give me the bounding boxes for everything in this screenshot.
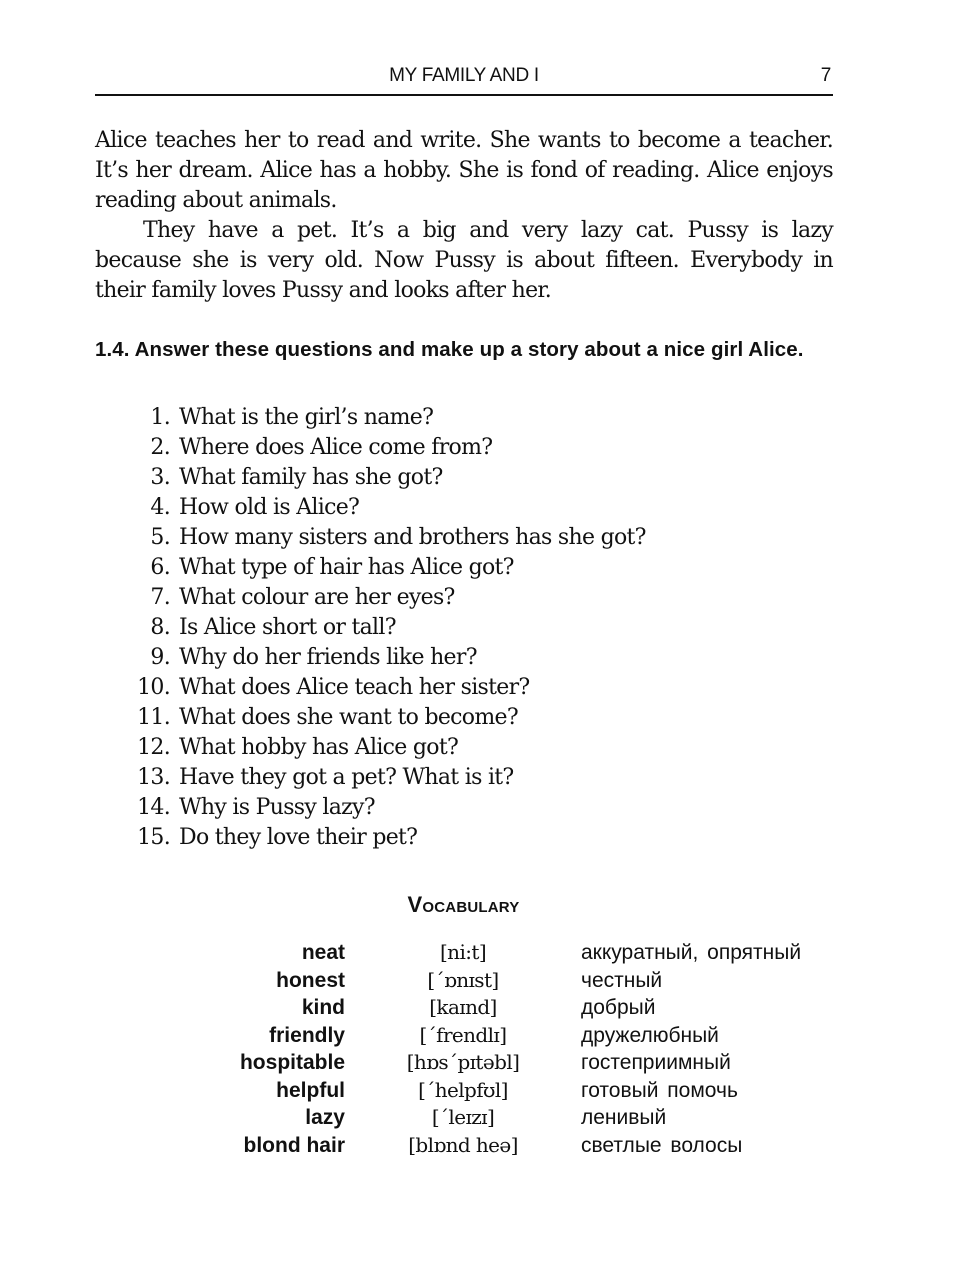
question-text: What hobby has Alice got? (179, 735, 459, 760)
vocab-translation: добрый (581, 996, 656, 1019)
vocabulary-entry (150, 1104, 850, 1132)
question-number: 4. (150, 495, 170, 520)
vocab-translation: светлые волосы (581, 1133, 743, 1157)
vocab-word: kind (301, 996, 345, 1019)
running-title: MY FAMILY AND I (389, 65, 539, 86)
question-text: How old is Alice? (179, 495, 360, 520)
question-text: What colour are her eyes? (179, 585, 455, 610)
page-number: 7 (820, 65, 831, 86)
vocabulary-heading: Vocabulary (407, 892, 520, 917)
vocab-transcription: [´leɪzɪ] (431, 1105, 495, 1129)
question-text: Why do her friends like her? (179, 645, 477, 670)
vocab-translation: ленивый (581, 1106, 667, 1129)
list-item (130, 463, 646, 493)
vocab-word: blond hair (243, 1133, 345, 1157)
list-item (130, 703, 646, 733)
list-item (130, 823, 646, 853)
vocabulary-entry (150, 1049, 850, 1077)
vocab-transcription: [´ɒnɪst] (427, 967, 499, 992)
vocab-translation: честный (581, 968, 663, 992)
question-number: 2. (150, 435, 170, 460)
question-text: What is the girl’s name? (179, 405, 434, 430)
vocabulary-entry (150, 967, 850, 995)
question-number: 6. (150, 555, 170, 580)
paragraph: They have a pet. It’s a big and very lazy cat. Pussy is lazy because she is very old. Now Pussy is about fifteen. Everybody in their family loves Pussy and looks after her. (95, 218, 833, 303)
page-header (95, 64, 833, 96)
question-list (130, 403, 646, 853)
vocabulary-entry (150, 1022, 850, 1050)
list-item (130, 763, 646, 793)
vocabulary-entry (150, 1077, 850, 1105)
list-item (130, 613, 646, 643)
question-number: 8. (150, 615, 170, 640)
vocab-word: helpful (276, 1078, 345, 1102)
list-item (130, 793, 646, 823)
list-item (130, 643, 646, 673)
question-number: 9. (150, 645, 170, 670)
vocab-word: honest (276, 968, 345, 992)
question-number: 10. (137, 675, 170, 700)
question-number: 13. (137, 765, 170, 790)
list-item (130, 493, 646, 523)
vocabulary-entry (150, 994, 850, 1022)
vocab-translation: гостеприимный (581, 1051, 731, 1074)
question-number: 11. (137, 705, 170, 730)
vocab-translation: аккуратный, опрятный (581, 941, 802, 964)
story-text (95, 126, 833, 306)
vocab-transcription: [kaɪnd] (429, 995, 497, 1019)
question-text: Do they love their pet? (179, 825, 418, 850)
question-text: What family has she got? (179, 465, 443, 490)
question-number: 15. (137, 825, 170, 850)
list-item (130, 553, 646, 583)
question-text: Why is Pussy lazy? (179, 795, 375, 820)
list-item (130, 583, 646, 613)
vocab-translation: дружелюбный (581, 1023, 719, 1047)
question-text: What does she want to become? (179, 705, 518, 730)
question-text: Is Alice short or tall? (179, 615, 396, 640)
list-item (130, 433, 646, 463)
question-number: 1. (150, 405, 170, 430)
question-text: What does Alice teach her sister? (179, 675, 530, 700)
question-text: Where does Alice come from? (179, 435, 493, 460)
list-item (130, 403, 646, 433)
vocab-word: lazy (305, 1106, 345, 1129)
vocab-translation: готовый помочь (581, 1078, 738, 1102)
vocabulary-entry (150, 939, 850, 967)
vocab-transcription: [ni:t] (439, 940, 487, 964)
vocab-word: neat (301, 941, 345, 964)
vocabulary-table (150, 939, 850, 1159)
vocab-word: friendly (269, 1023, 345, 1047)
list-item (130, 523, 646, 553)
vocab-transcription: [´frendlɪ] (419, 1022, 507, 1047)
question-text: How many sisters and brothers has she got? (179, 525, 646, 550)
question-number: 7. (150, 585, 170, 610)
vocab-word: hospitable (239, 1051, 345, 1074)
vocab-transcription: [blɒnd heə] (408, 1132, 518, 1157)
question-number: 14. (137, 795, 170, 820)
question-number: 3. (150, 465, 170, 490)
question-number: 5. (150, 525, 170, 550)
list-item (130, 673, 646, 703)
question-text: Have they got a pet? What is it? (179, 765, 514, 790)
vocab-transcription: [hɒs´pɪtəbl] (406, 1050, 520, 1074)
question-text: What type of hair has Alice got? (179, 555, 514, 580)
list-item (130, 733, 646, 763)
paragraph: Alice teaches her to read and write. She wants to become a teacher. It’s her dream. Alice has a hobby. She is fond of reading. Alice enjoys reading about animals. (95, 128, 833, 213)
exercise-heading: 1.4. Answer these questions and make up a story about a nice girl Alice. (95, 338, 804, 361)
question-number: 12. (137, 735, 170, 760)
vocabulary-entry (150, 1132, 850, 1160)
vocab-transcription: [´helpfʊl] (418, 1077, 508, 1102)
